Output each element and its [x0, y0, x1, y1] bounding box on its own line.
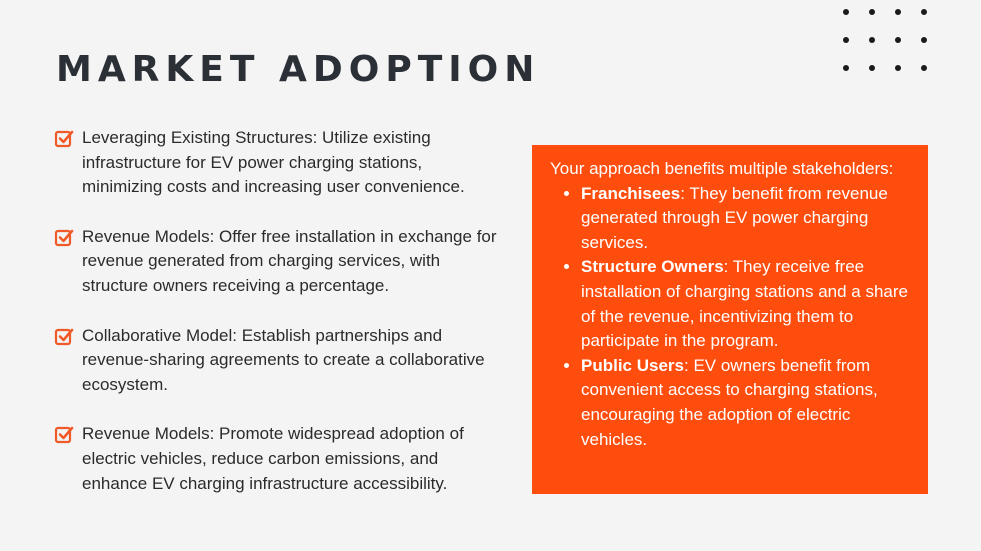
checkbox-checked-icon [54, 424, 74, 444]
checkbox-checked-icon [54, 227, 74, 247]
list-item-text: Revenue Models: Offer free installation in exchange for revenue generated from charging services, with structure owners receiving a percentage. [82, 226, 497, 295]
stakeholder-item [581, 182, 910, 256]
dot [843, 65, 849, 71]
list-item [54, 225, 504, 299]
stakeholder-list [550, 182, 910, 453]
checkbox-checked-icon [54, 326, 74, 346]
stakeholder-term: Franchisees [581, 183, 681, 203]
stakeholders-panel [532, 145, 928, 494]
stakeholder-desc: : They benefit from revenue generated through EV power charging services. [581, 183, 888, 252]
dot [895, 9, 901, 15]
dot [843, 9, 849, 15]
dot [869, 65, 875, 71]
stakeholder-term: Public Users [581, 355, 684, 375]
stakeholder-item [581, 354, 910, 452]
dot [895, 65, 901, 71]
list-item-text: Collaborative Model: Establish partnerships and revenue-sharing agreements to create a collaborative ecosystem. [82, 325, 485, 394]
stakeholder-desc: : EV owners benefit from convenient access to charging stations, encouraging the adoption of electric vehicles. [581, 355, 878, 449]
stakeholder-term: Structure Owners [581, 257, 724, 277]
list-item [54, 126, 504, 200]
dot [869, 37, 875, 43]
dot-grid-icon [843, 9, 929, 71]
dot [921, 65, 927, 71]
list-item-text: Revenue Models: Promote widespread adoption of electric vehicles, reduce carbon emissions, and enhance EV charging infrastructure accessibility. [82, 424, 464, 493]
page-title: MARKET ADOPTION [56, 49, 541, 90]
stakeholder-item [581, 255, 910, 353]
list-item [54, 324, 504, 398]
dot [869, 9, 875, 15]
stakeholder-desc: : They receive free installation of charging stations and a share of the revenue, incentivizing them to participate in the program. [581, 257, 908, 351]
dot [843, 37, 849, 43]
list-item-text: Leveraging Existing Structures: Utilize existing infrastructure for EV power charging stations, minimizing costs and increasing user convenience. [82, 128, 465, 197]
panel-intro: Your approach benefits multiple stakeholders: [550, 159, 894, 178]
dot [921, 37, 927, 43]
dot [895, 37, 901, 43]
checklist [54, 126, 504, 521]
checkbox-checked-icon [54, 128, 74, 148]
dot [921, 9, 927, 15]
list-item [54, 422, 504, 496]
